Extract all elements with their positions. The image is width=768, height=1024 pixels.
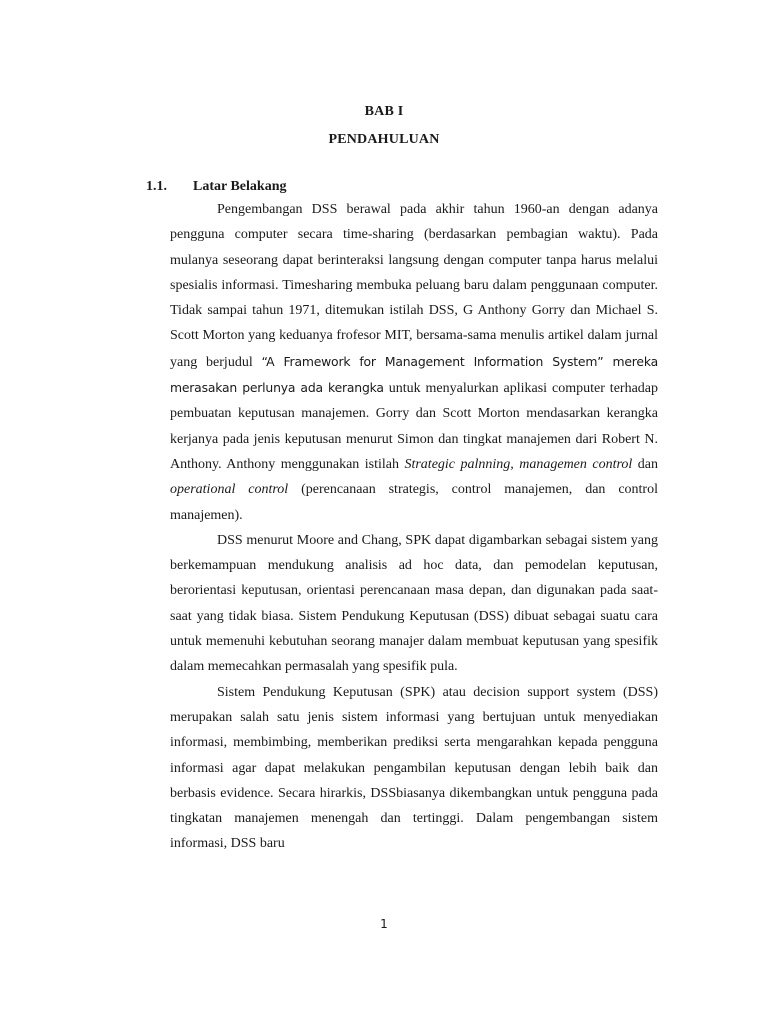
body-text — [170, 197, 658, 857]
paragraph-1-text-g: (perencanaan strategis, control manajemen, dan control manajemen). — [170, 482, 658, 523]
paragraph-1 — [170, 197, 658, 528]
paragraph-2: DSS menurut Moore and Chang, SPK dapat digambarkan sebagai sistem yang berkemampuan mendukung analisis ad hoc data, dan pemodelan keputusan, berorientasi keputusan, orientasi perencanaan masa depan, dan digunakan pada saat-saat yang tidak biasa. Sistem Pendukung Keputusan (DSS) dibuat sebagai suatu cara untuk memenuhi kebutuhan seorang manajer dalam membuat keputusan yang spesifik dalam memecahkan permasalah yang spesifik pula. — [170, 532, 658, 675]
section-number: 1.1. — [146, 179, 167, 194]
paragraph-1-text-e: dan — [632, 456, 658, 472]
chapter-number: BAB I — [364, 104, 404, 119]
page-number: 1 — [380, 917, 388, 931]
chapter-title: PENDAHULUAN — [328, 132, 440, 147]
paragraph-1-text-a: Pengembangan DSS berawal pada akhir tahun 1960-an dengan adanya pengguna computer secara time-sharing (berdasarkan pembagian waktu). Pada mulanya seseorang dapat berinteraksi langsung dengan computer tanpa harus melalui spesialis informasi. Timesharing membuka peluang baru dalam penggunaan computer. Tidak sampai tahun 1971, ditemukan istilah DSS, G Anthony Gorry dan Michael S. Scott Morton yang keduanya frofesor MIT, bersama-sama menulis artikel dalam jurnal yang berjudul — [170, 202, 658, 370]
paragraph-1-italic-operational: operational control — [170, 482, 289, 498]
paragraph-1-italic-terms: Strategic palnning, managemen control — [404, 456, 633, 472]
section-title: Latar Belakang — [193, 179, 287, 194]
paragraph-1-text-c: untuk menyalurkan aplikasi computer terhadap pembuatan keputusan manajemen. Gorry dan Scott Morton mendasarkan kerangka kerjanya pada jenis keputusan menurut Simon dan tingkat manajemen dari Robert N. Anthony. Anthony menggunakan istilah — [170, 381, 658, 472]
paragraph-3: Sistem Pendukung Keputusan (SPK) atau decision support system (DSS) merupakan salah satu jenis sistem informasi yang bertujuan untuk menyediakan informasi, membimbing, memberikan prediksi serta mengarahkan kepada pengguna informasi agar dapat melakukan pengambilan keputusan dengan lebih baik dan berbasis evidence. Secara hirarkis, DSSbiasanya dikembangkan untuk pengguna pada tingkatan manajemen menengah dan tertinggi. Dalam pengembangan sistem informasi, DSS baru — [170, 684, 658, 852]
paragraph-1-article-title: “A Framework for Management Information System” mereka merasakan perlunya ada kerangka — [170, 353, 658, 396]
